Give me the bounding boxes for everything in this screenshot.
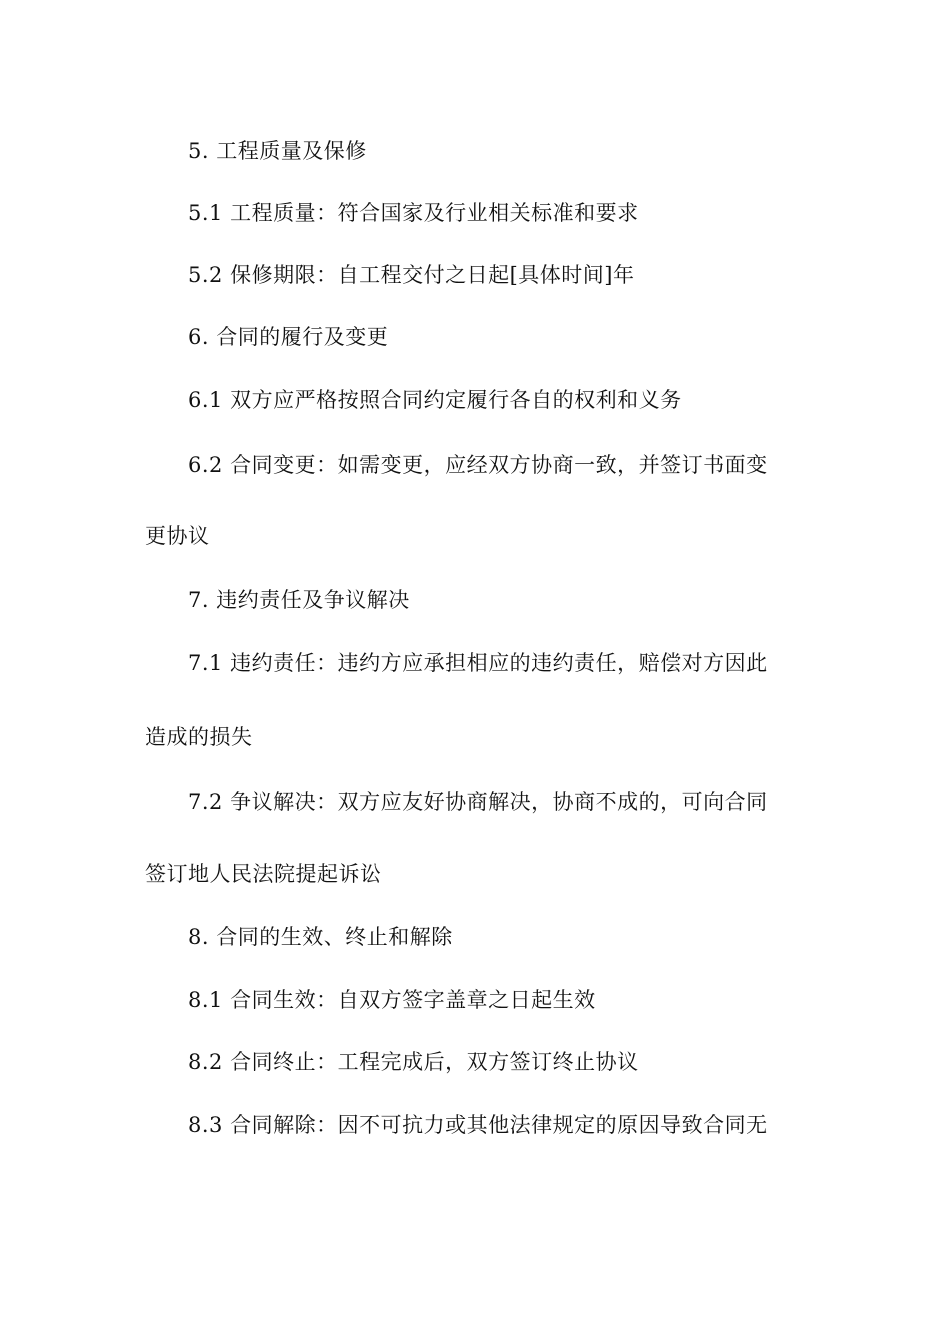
clause-6-2: 6.2 合同变更：如需变更，应经双方协商一致，并签订书面变	[188, 453, 768, 477]
clause-5-1: 5.1 工程质量：符合国家及行业相关标准和要求	[188, 201, 639, 225]
section-heading-6: 6. 合同的履行及变更	[188, 325, 389, 349]
clause-7-2-continued: 签订地人民法院提起诉讼	[145, 862, 382, 886]
clause-7-1: 7.1 违约责任：违约方应承担相应的违约责任，赔偿对方因此	[188, 651, 768, 675]
section-heading-5: 5. 工程质量及保修	[188, 139, 367, 163]
clause-7-2: 7.2 争议解决：双方应友好协商解决，协商不成的，可向合同	[188, 790, 768, 814]
clause-6-2-continued: 更协议	[145, 524, 210, 548]
clause-5-2: 5.2 保修期限：自工程交付之日起[具体时间]年	[188, 263, 635, 287]
clause-6-1: 6.1 双方应严格按照合同约定履行各自的权利和义务	[188, 388, 682, 412]
clause-7-1-continued: 造成的损失	[145, 725, 253, 749]
section-heading-8: 8. 合同的生效、终止和解除	[188, 925, 453, 949]
clause-8-3: 8.3 合同解除：因不可抗力或其他法律规定的原因导致合同无	[188, 1113, 768, 1137]
clause-8-2: 8.2 合同终止：工程完成后，双方签订终止协议	[188, 1050, 639, 1074]
clause-8-1: 8.1 合同生效：自双方签字盖章之日起生效	[188, 988, 596, 1012]
section-heading-7: 7. 违约责任及争议解决	[188, 588, 410, 612]
